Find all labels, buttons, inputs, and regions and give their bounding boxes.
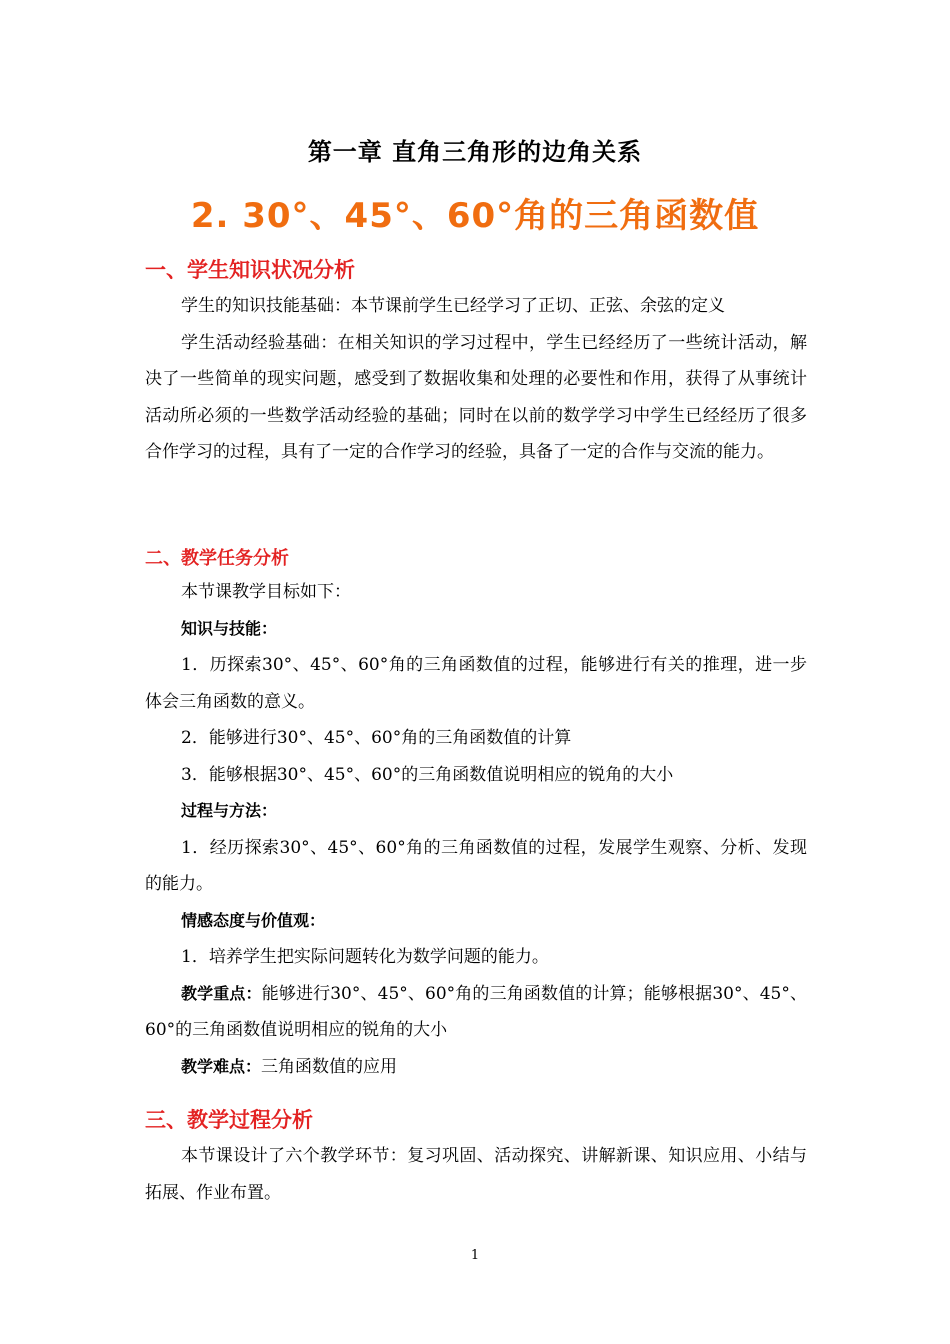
- knowledge-item-3: 3．能够根据30°、45°、60°的三角函数值说明相应的锐角的大小: [181, 764, 674, 785]
- page-number: 1: [470, 1248, 480, 1263]
- chapter-title: 第一章 直角三角形的边角关系: [307, 137, 643, 166]
- emotion-label: 情感态度与价值观：: [181, 910, 326, 930]
- part2-intro: 本节课教学目标如下：: [181, 582, 351, 602]
- difficulty: [145, 1049, 807, 1086]
- process-item-1: 1．经历探索30°、45°、60°角的三角函数值的过程，发展学生观察、分析、发现的能力。: [145, 837, 807, 894]
- part1-paragraph-1: 学生的知识技能基础：本节课前学生已经学习了正切、正弦、余弦的定义: [181, 296, 725, 316]
- part3-body: [145, 1138, 807, 1211]
- difficulty-text: 三角函数值的应用: [261, 1056, 398, 1077]
- process-label: 过程与方法：: [181, 801, 278, 820]
- part1-heading: 一、学生知识状况分析: [145, 258, 355, 282]
- part2-heading: 二、教学任务分析: [145, 548, 289, 569]
- key-point-text: 能够进行30°、45°、60°角的三角函数值的计算；能够根据30°、45°、60°的三角函数值说明相应的锐角的大小: [145, 983, 807, 1040]
- key-point-label: 教学重点：: [181, 983, 262, 1003]
- emotion-item-1: 1．培养学生把实际问题转化为数学问题的能力。: [181, 947, 549, 967]
- part1-paragraph-2: 学生活动经验基础：在相关知识的学习过程中，学生已经经历了一些统计活动，解决了一些简单的现实问题，感受到了数据收集和处理的必要性和作用，获得了从事统计活动所必须的一些数学活动经验的基础；同时在以前的数学学习中学生已经经历了很多合作学习的过程，具有了一定的合作学习的经验，具备了一定的合作与交流的能力。: [145, 332, 807, 462]
- part2-body: [145, 574, 807, 1085]
- key-point: [145, 976, 807, 1049]
- part1-body: [145, 288, 807, 471]
- difficulty-label: 教学难点：: [181, 1056, 262, 1076]
- part3-heading: 三、教学过程分析: [145, 1108, 313, 1132]
- part3-paragraph-1: 本节课设计了六个教学环节：复习巩固、活动探究、讲解新课、知识应用、小结与拓展、作业布置。: [145, 1146, 807, 1203]
- knowledge-label: 知识与技能：: [181, 618, 278, 638]
- knowledge-item-2: 2．能够进行30°、45°、60°角的三角函数值的计算: [181, 728, 572, 748]
- knowledge-item-1: 1．历探索30°、45°、60°角的三角函数值的过程，能够进行有关的推理，进一步体会三角函数的意义。: [145, 655, 807, 712]
- section-title: 2. 30°、45°、60°角的三角函数值: [190, 196, 760, 236]
